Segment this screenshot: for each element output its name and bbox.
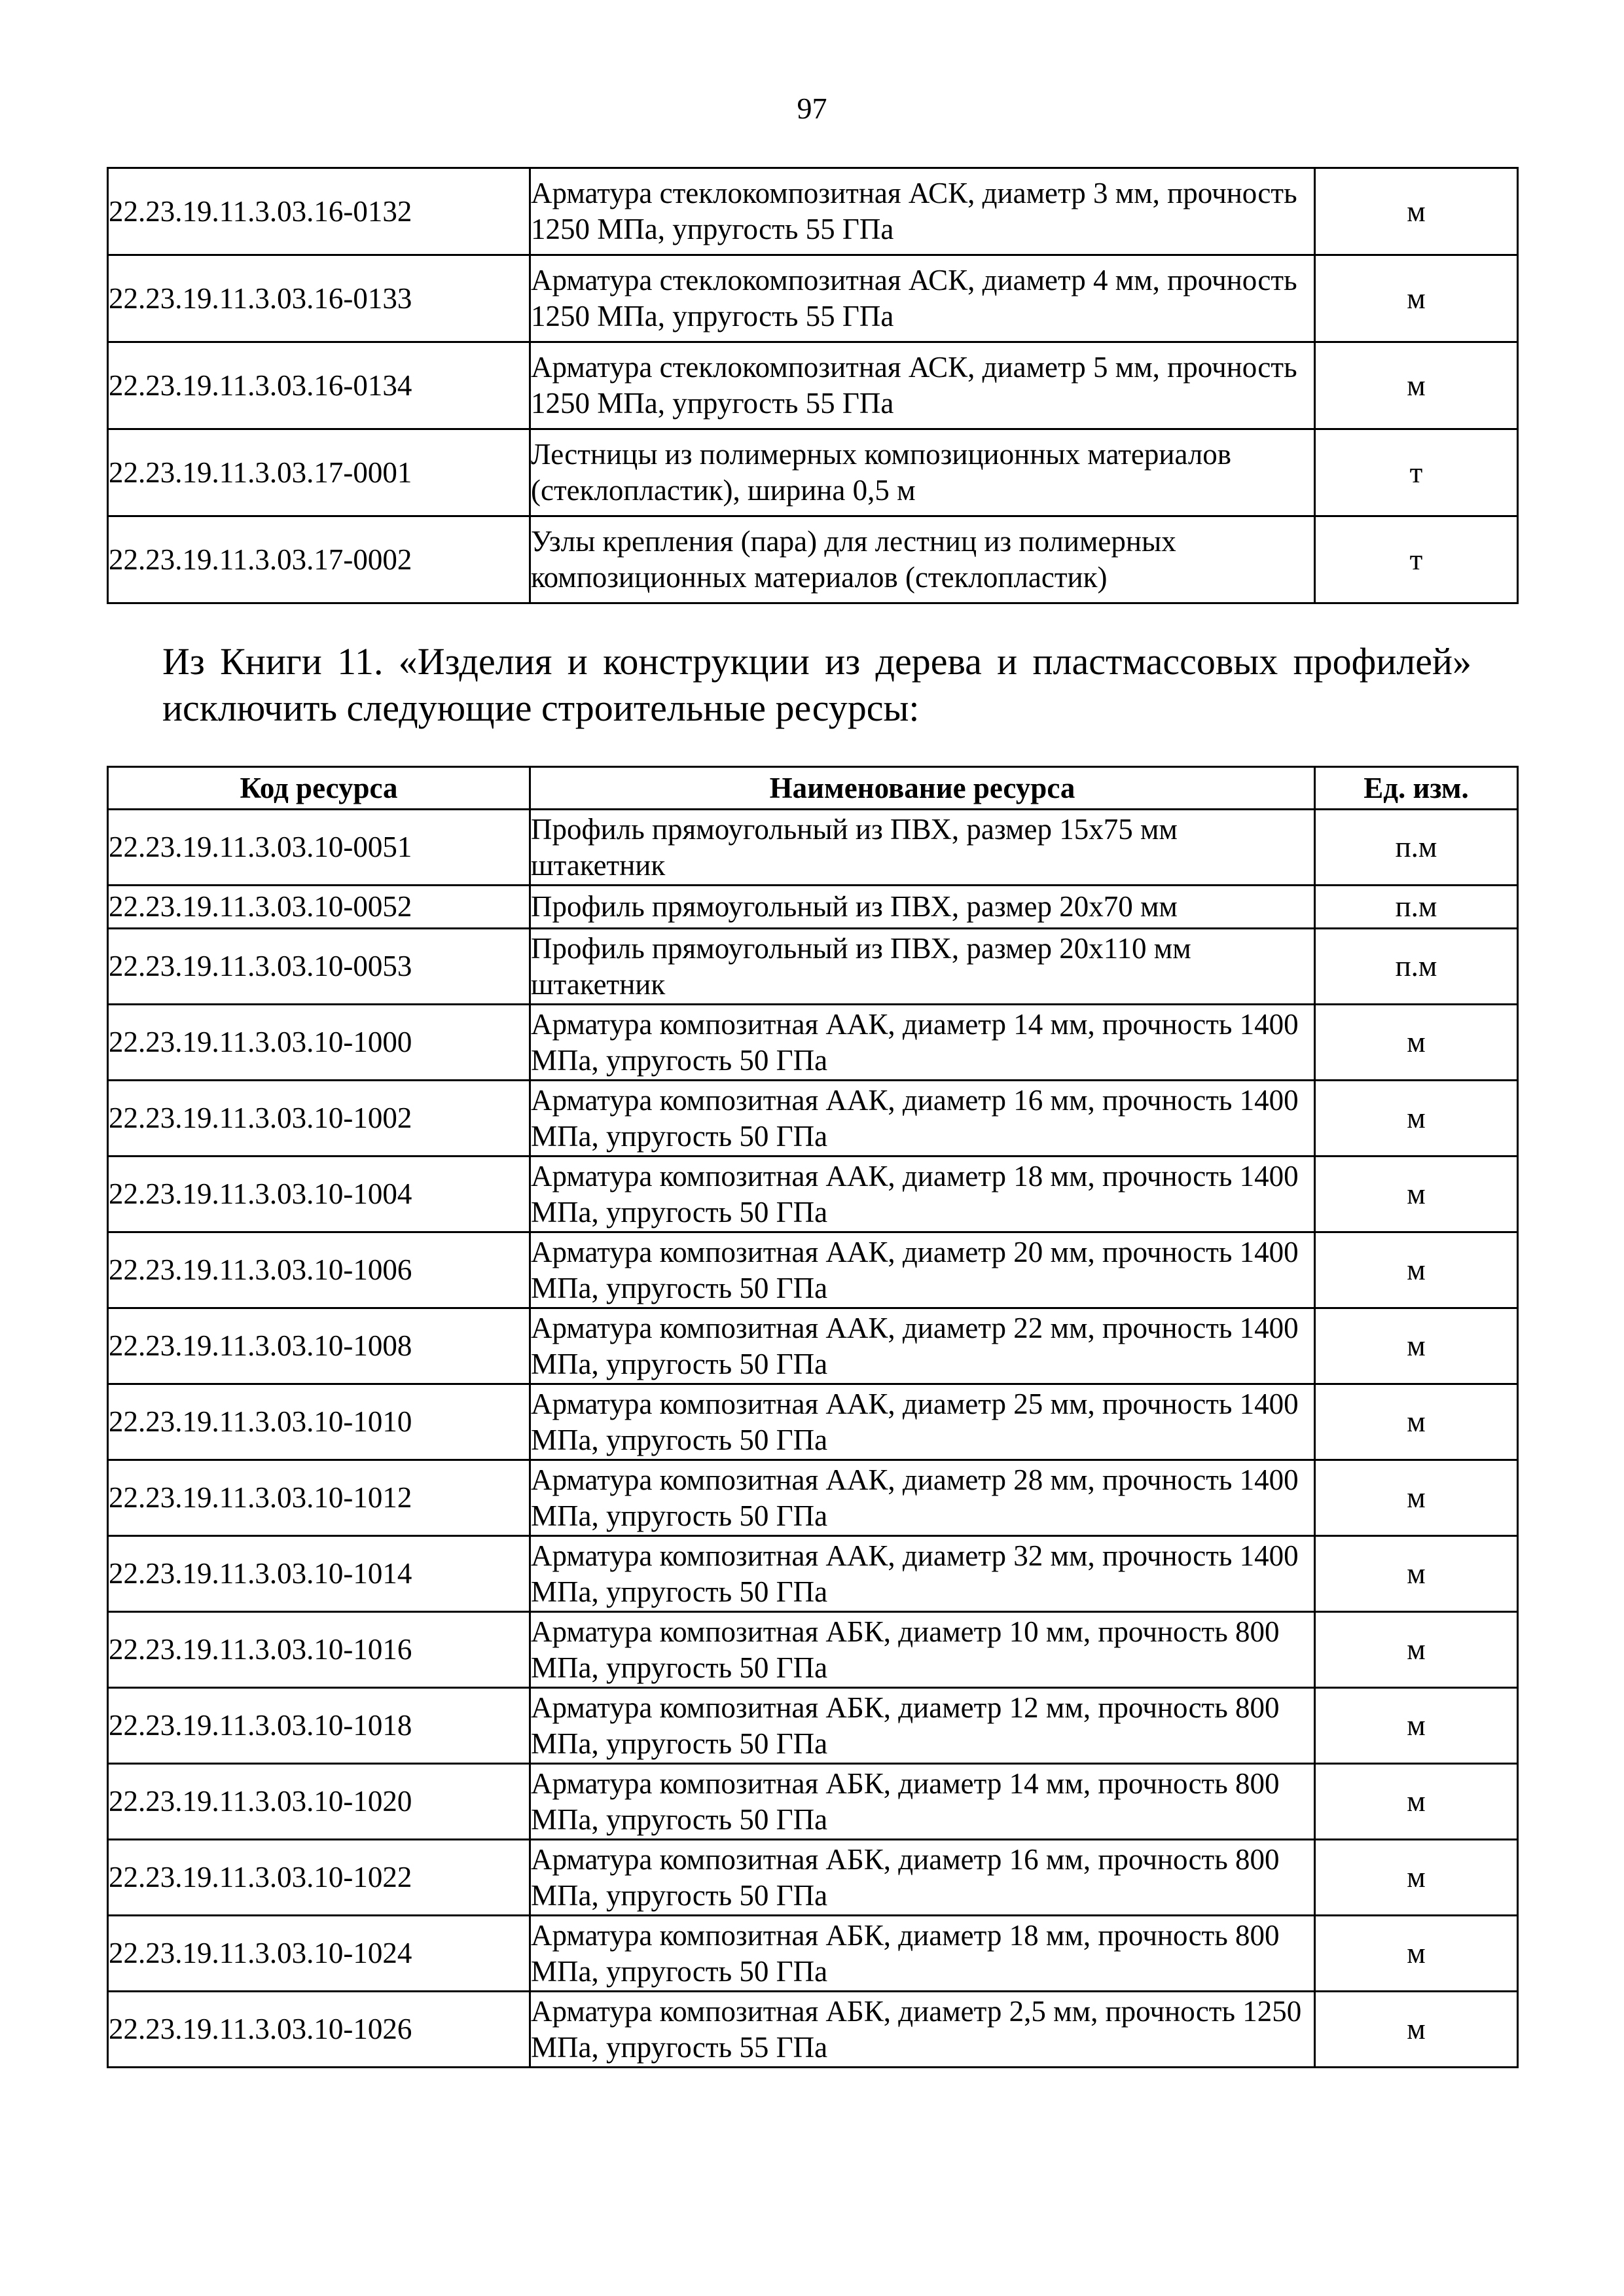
resource-unit: м xyxy=(1315,1157,1518,1232)
table-row xyxy=(108,1536,1518,1612)
resource-unit: т xyxy=(1315,516,1518,603)
resource-unit: т xyxy=(1315,429,1518,516)
table-row xyxy=(108,1460,1518,1536)
resource-unit: м xyxy=(1315,255,1518,342)
resource-name: Арматура композитная АБК, диаметр 16 мм, прочность 800 МПа, упругость 50 ГПа xyxy=(530,1840,1315,1916)
resource-code: 22.23.19.11.3.03.17-0001 xyxy=(108,429,530,516)
resource-unit: м xyxy=(1315,1764,1518,1840)
table-row xyxy=(108,168,1518,255)
resource-unit: м xyxy=(1315,1916,1518,1992)
resource-unit: п.м xyxy=(1315,886,1518,929)
header-name: Наименование ресурса xyxy=(530,767,1315,810)
table-row xyxy=(108,1612,1518,1688)
resource-name: Арматура композитная ААК, диаметр 25 мм, прочность 1400 МПа, упругость 50 ГПа xyxy=(530,1384,1315,1460)
resource-name: Арматура композитная АБК, диаметр 12 мм, прочность 800 МПа, упругость 50 ГПа xyxy=(530,1688,1315,1764)
resource-name: Профиль прямоугольный из ПВХ, размер 20x70 мм xyxy=(530,886,1315,929)
resource-unit: м xyxy=(1315,1232,1518,1308)
resource-table-continued xyxy=(107,167,1519,604)
table-row xyxy=(108,1688,1518,1764)
resource-code: 22.23.19.11.3.03.10-1000 xyxy=(108,1005,530,1081)
resource-name: Арматура композитная ААК, диаметр 14 мм, прочность 1400 МПа, упругость 50 ГПа xyxy=(530,1005,1315,1081)
resource-code: 22.23.19.11.3.03.10-1010 xyxy=(108,1384,530,1460)
resource-unit: м xyxy=(1315,1840,1518,1916)
resource-code: 22.23.19.11.3.03.17-0002 xyxy=(108,516,530,603)
page-number: 97 xyxy=(797,92,827,125)
table-row xyxy=(108,255,1518,342)
table-row xyxy=(108,1308,1518,1384)
intro-paragraph: Из Книги 11. «Изделия и конструкции из дерева и пластмассовых профилей» исключить следующие строительные ресурсы: xyxy=(162,640,1471,729)
resource-code: 22.23.19.11.3.03.10-1006 xyxy=(108,1232,530,1308)
resource-code: 22.23.19.11.3.03.16-0132 xyxy=(108,168,530,255)
resource-code: 22.23.19.11.3.03.10-1026 xyxy=(108,1992,530,2068)
resource-name: Арматура композитная ААК, диаметр 28 мм, прочность 1400 МПа, упругость 50 ГПа xyxy=(530,1460,1315,1536)
table-row xyxy=(108,1764,1518,1840)
resource-unit: м xyxy=(1315,1384,1518,1460)
table-row xyxy=(108,929,1518,1005)
resource-name: Арматура композитная ААК, диаметр 20 мм, прочность 1400 МПа, упругость 50 ГПа xyxy=(530,1232,1315,1308)
table-row xyxy=(108,342,1518,429)
resource-code: 22.23.19.11.3.03.10-1008 xyxy=(108,1308,530,1384)
resource-code: 22.23.19.11.3.03.10-1022 xyxy=(108,1840,530,1916)
resource-code: 22.23.19.11.3.03.10-1004 xyxy=(108,1157,530,1232)
resource-code: 22.23.19.11.3.03.10-1018 xyxy=(108,1688,530,1764)
resource-unit: м xyxy=(1315,1460,1518,1536)
resource-unit: м xyxy=(1315,1688,1518,1764)
table-row xyxy=(108,1916,1518,1992)
table-row xyxy=(108,1005,1518,1081)
resource-name: Арматура композитная АБК, диаметр 2,5 мм, прочность 1250 МПа, упругость 55 ГПа xyxy=(530,1992,1315,2068)
header-unit: Ед. изм. xyxy=(1315,767,1518,810)
resource-name: Узлы крепления (пара) для лестниц из полимерных композиционных материалов (стеклопластик) xyxy=(530,516,1315,603)
resource-code: 22.23.19.11.3.03.10-0053 xyxy=(108,929,530,1005)
resource-unit: м xyxy=(1315,168,1518,255)
resource-code: 22.23.19.11.3.03.16-0134 xyxy=(108,342,530,429)
resource-unit: п.м xyxy=(1315,810,1518,886)
resource-name: Арматура стеклокомпозитная АСК, диаметр 3 мм, прочность 1250 МПа, упругость 55 ГПа xyxy=(530,168,1315,255)
table-row xyxy=(108,1081,1518,1157)
resource-name: Арматура композитная ААК, диаметр 18 мм, прочность 1400 МПа, упругость 50 ГПа xyxy=(530,1157,1315,1232)
resource-code: 22.23.19.11.3.03.10-0052 xyxy=(108,886,530,929)
resource-name: Профиль прямоугольный из ПВХ, размер 15x75 мм штакетник xyxy=(530,810,1315,886)
header-code: Код ресурса xyxy=(108,767,530,810)
resource-code: 22.23.19.11.3.03.10-1016 xyxy=(108,1612,530,1688)
resource-name: Арматура композитная АБК, диаметр 18 мм, прочность 800 МПа, упругость 50 ГПа xyxy=(530,1916,1315,1992)
resource-code: 22.23.19.11.3.03.10-1014 xyxy=(108,1536,530,1612)
table-row xyxy=(108,1157,1518,1232)
resource-unit: м xyxy=(1315,342,1518,429)
resource-name: Арматура композитная ААК, диаметр 32 мм, прочность 1400 МПа, упругость 50 ГПа xyxy=(530,1536,1315,1612)
table-row xyxy=(108,1992,1518,2068)
resource-unit: м xyxy=(1315,1612,1518,1688)
resource-code: 22.23.19.11.3.03.10-1024 xyxy=(108,1916,530,1992)
table-row xyxy=(108,516,1518,603)
table-row xyxy=(108,429,1518,516)
resource-unit: м xyxy=(1315,1536,1518,1612)
resource-name: Арматура композитная ААК, диаметр 16 мм, прочность 1400 МПа, упругость 50 ГПа xyxy=(530,1081,1315,1157)
resource-code: 22.23.19.11.3.03.10-0051 xyxy=(108,810,530,886)
resource-name: Арматура стеклокомпозитная АСК, диаметр 4 мм, прочность 1250 МПа, упругость 55 ГПа xyxy=(530,255,1315,342)
resource-name: Арматура композитная АБК, диаметр 14 мм, прочность 800 МПа, упругость 50 ГПа xyxy=(530,1764,1315,1840)
resource-code: 22.23.19.11.3.03.10-1002 xyxy=(108,1081,530,1157)
resource-name: Профиль прямоугольный из ПВХ, размер 20x110 мм штакетник xyxy=(530,929,1315,1005)
resource-unit: м xyxy=(1315,1005,1518,1081)
resource-code: 22.23.19.11.3.03.10-1020 xyxy=(108,1764,530,1840)
resource-unit: м xyxy=(1315,1081,1518,1157)
resource-unit: п.м xyxy=(1315,929,1518,1005)
table-row xyxy=(108,1384,1518,1460)
resource-unit: м xyxy=(1315,1308,1518,1384)
resource-unit: м xyxy=(1315,1992,1518,2068)
table-row xyxy=(108,886,1518,929)
resource-name: Арматура композитная ААК, диаметр 22 мм, прочность 1400 МПа, упругость 50 ГПа xyxy=(530,1308,1315,1384)
resource-code: 22.23.19.11.3.03.16-0133 xyxy=(108,255,530,342)
table-header-row xyxy=(108,767,1518,810)
resource-name: Арматура композитная АБК, диаметр 10 мм, прочность 800 МПа, упругость 50 ГПа xyxy=(530,1612,1315,1688)
resource-table-excluded xyxy=(107,766,1519,2068)
table-row xyxy=(108,1232,1518,1308)
resource-code: 22.23.19.11.3.03.10-1012 xyxy=(108,1460,530,1536)
resource-name: Арматура стеклокомпозитная АСК, диаметр 5 мм, прочность 1250 МПа, упругость 55 ГПа xyxy=(530,342,1315,429)
resource-name: Лестницы из полимерных композиционных материалов (стеклопластик), ширина 0,5 м xyxy=(530,429,1315,516)
table-row xyxy=(108,810,1518,886)
table-row xyxy=(108,1840,1518,1916)
